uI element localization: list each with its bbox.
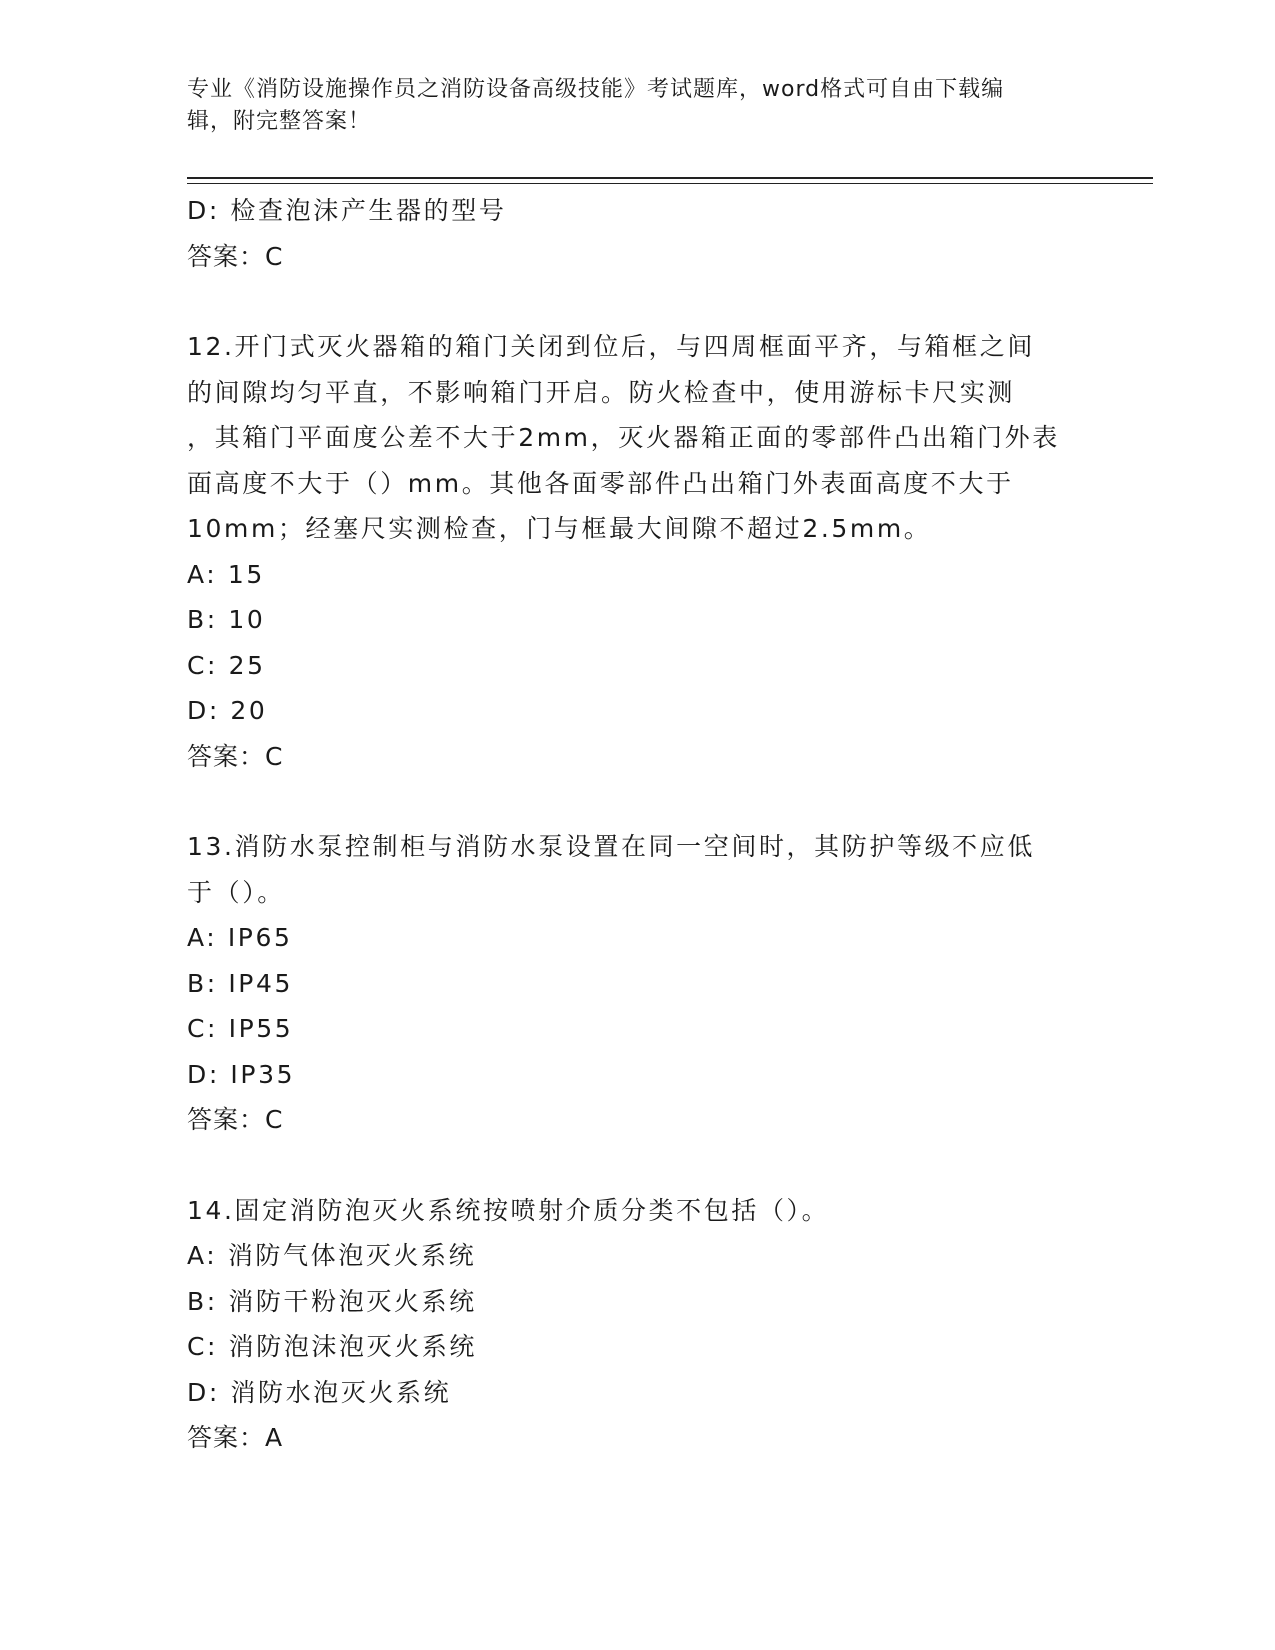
- spacer: [187, 1143, 1087, 1188]
- question-stem-line: 13.消防水泵控制柜与消防水泵设置在同一空间时，其防护等级不应低: [187, 832, 1035, 861]
- question-content: [187, 188, 1087, 1461]
- option-d: D: 20: [187, 696, 268, 725]
- option-b: B: 消防干粉泡灭火系统: [187, 1286, 477, 1316]
- question-stem-line: ，其箱门平面度公差不大于2mm，灭火器箱正面的零部件凸出箱门外表: [187, 423, 1060, 452]
- header-line-1: 专业《消防设施操作员之消防设备高级技能》考试题库，word格式可自由下载编: [187, 77, 1005, 102]
- answer-line: 答案：C: [187, 1105, 284, 1134]
- option-b: B: IP45: [187, 968, 293, 998]
- option-a: A: 15: [187, 559, 265, 589]
- question-13: [187, 824, 1087, 1143]
- option-c: C: 消防泡沫泡灭火系统: [187, 1332, 478, 1361]
- question-stem-line: 12.开门式灭火器箱的箱门关闭到位后，与四周框面平齐，与箱框之间: [187, 332, 1035, 361]
- question-12: [187, 324, 1087, 779]
- header-divider-thin: [187, 183, 1153, 184]
- answer-line: 答案：A: [187, 1423, 284, 1452]
- option-c: C: IP55: [187, 1014, 294, 1043]
- question-stem-line: 的间隙均匀平直，不影响箱门开启。防火检查中，使用游标卡尺实测: [187, 377, 1016, 407]
- option-d: D: 检查泡沫产生器的型号: [187, 196, 507, 225]
- header-line-2: 辑，附完整答案！: [187, 109, 372, 134]
- answer-line: 答案：C: [187, 241, 284, 271]
- option-c: C: 25: [187, 650, 266, 680]
- option-b: B: 10: [187, 605, 266, 634]
- question-stem-line: 于（）。: [187, 877, 285, 907]
- question-stem-line: 面高度不大于（）mm。其他各面零部件凸出箱门外表面高度不大于: [187, 468, 1014, 498]
- page-header: [187, 74, 1067, 138]
- option-d: D: 消防水泡灭火系统: [187, 1377, 452, 1407]
- option-d: D: IP35: [187, 1059, 296, 1089]
- answer-line: 答案：C: [187, 741, 284, 771]
- question-stem-line: 14.固定消防泡灭火系统按喷射介质分类不包括（）。: [187, 1195, 830, 1225]
- option-a: A: IP65: [187, 923, 293, 952]
- previous-question-tail: [187, 188, 1087, 279]
- spacer: [187, 779, 1087, 824]
- spacer: [187, 279, 1087, 324]
- header-divider-thick: [187, 177, 1153, 179]
- question-14: [187, 1188, 1087, 1461]
- option-a: A: 消防气体泡灭火系统: [187, 1241, 477, 1270]
- question-stem-line: 10mm；经塞尺实测检查，门与框最大间隙不超过2.5mm。: [187, 514, 932, 543]
